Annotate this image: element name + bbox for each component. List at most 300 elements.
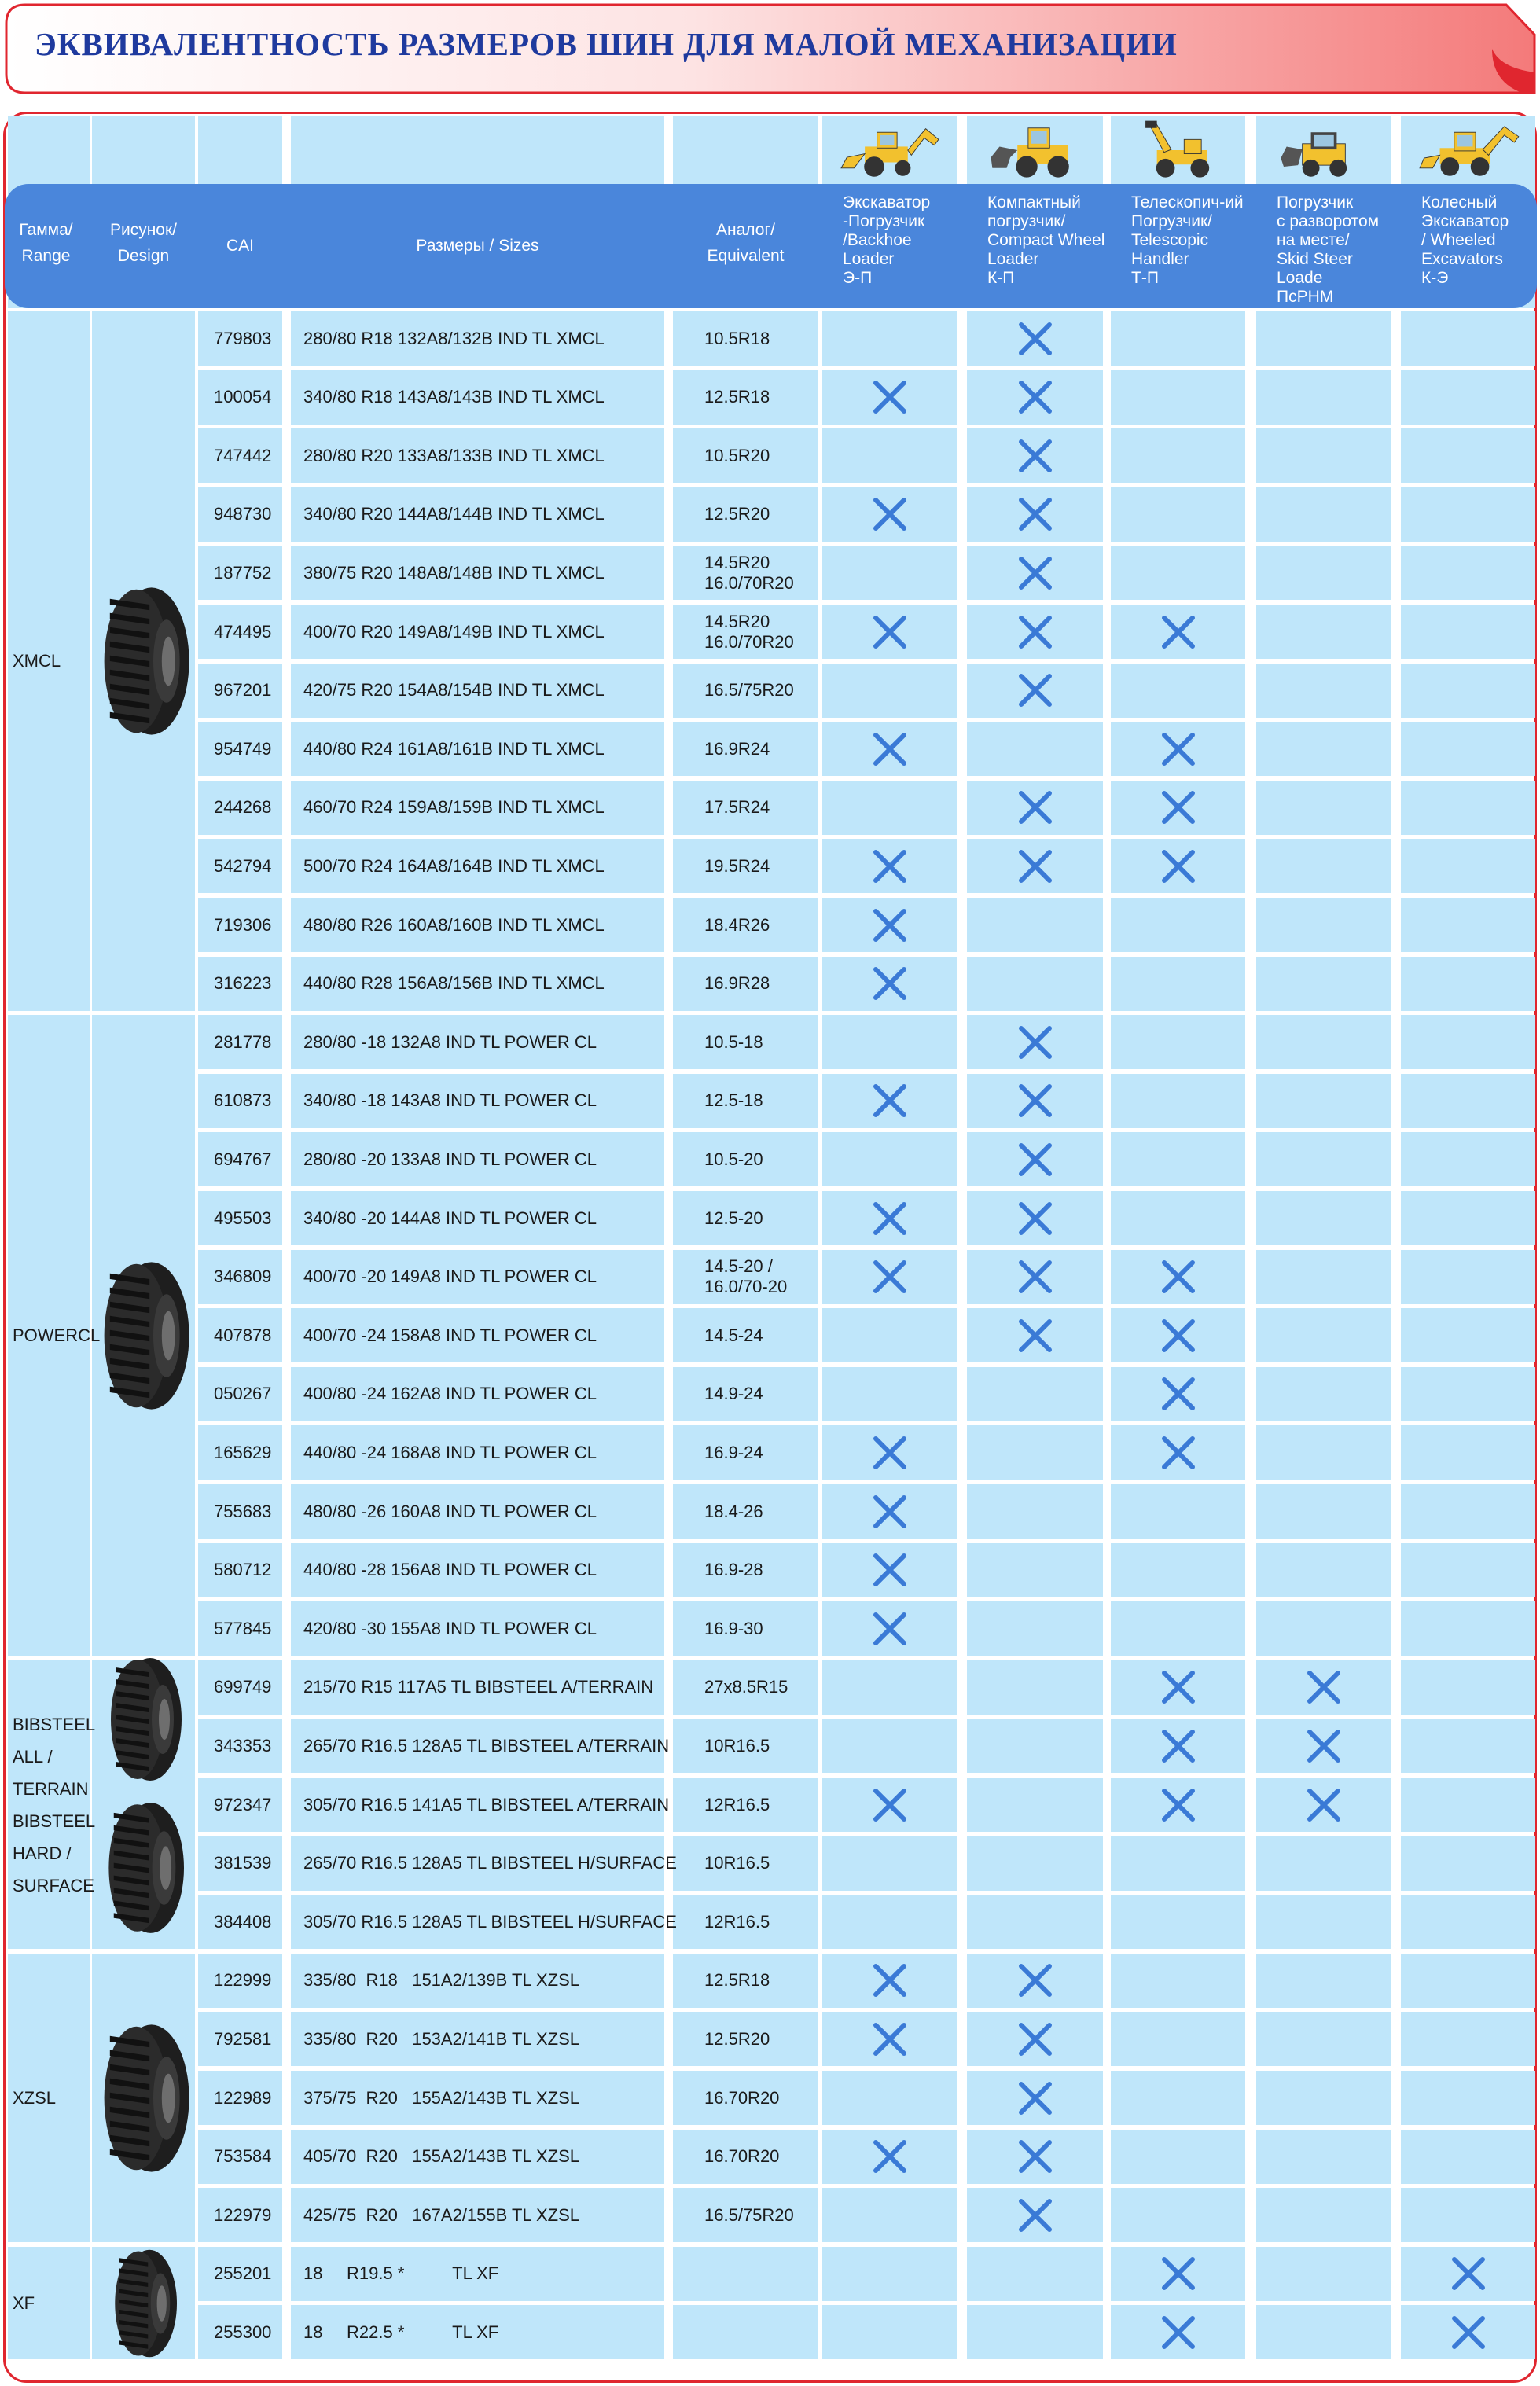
check-x-icon <box>1015 377 1056 417</box>
table-cell <box>967 1719 1103 1773</box>
table-cell <box>1256 1132 1391 1186</box>
size-cell: 265/70 R16.5 128A5 TL BIBSTEEL H/SURFACE <box>303 1853 677 1873</box>
equivalent-cell: 16.9R24 <box>704 738 770 759</box>
table-cell <box>1256 781 1391 835</box>
table-cell <box>1401 487 1535 542</box>
table-cell <box>1111 428 1245 483</box>
table-cell <box>1401 1719 1535 1773</box>
table-cell <box>822 1719 957 1773</box>
table-cell <box>1111 1484 1245 1539</box>
check-x-icon <box>1158 1373 1199 1414</box>
header-equivalent-line: Аналог/ <box>716 221 775 239</box>
table-cell <box>1401 722 1535 776</box>
header-machine-1 <box>843 193 930 288</box>
check-x-icon <box>1015 318 1056 359</box>
range-label <box>13 2082 56 2114</box>
equivalent-cell: 16.70R20 <box>704 2146 780 2167</box>
cai-cell: 753584 <box>214 2146 272 2167</box>
size-cell: 18 R19.5 * TL XF <box>303 2263 499 2284</box>
check-x-icon <box>1015 2136 1056 2177</box>
table-cell <box>822 664 957 718</box>
cai-cell: 187752 <box>214 562 272 583</box>
table-cell <box>1256 957 1391 1011</box>
table-cell <box>1256 2247 1391 2301</box>
equivalent-cell: 14.5R20 <box>704 611 770 631</box>
cai-cell: 542794 <box>214 855 272 876</box>
check-x-icon <box>1015 1022 1056 1063</box>
check-x-icon <box>869 905 910 946</box>
header-machine-line: Skid Steer <box>1277 250 1353 268</box>
table-cell <box>822 2305 957 2359</box>
table-cell <box>1401 1601 1535 1656</box>
check-x-icon <box>869 2136 910 2177</box>
equivalent-cell: 12R16.5 <box>704 1911 770 1932</box>
powercl-tire-image <box>97 1245 191 1426</box>
table-cell <box>1111 2188 1245 2242</box>
table-cell <box>1401 605 1535 659</box>
check-x-icon <box>1158 846 1199 887</box>
table-cell <box>1256 1308 1391 1362</box>
table-cell <box>822 1308 957 1362</box>
table-cell <box>967 1484 1103 1539</box>
equivalent-cell: 16.70R20 <box>704 2087 780 2108</box>
table-cell <box>1401 1250 1535 1304</box>
equivalent-cell: 12.5-20 <box>704 1208 763 1228</box>
table-cell <box>967 898 1103 952</box>
header-machine-3 <box>1131 193 1244 288</box>
check-x-icon <box>1158 1432 1199 1473</box>
check-x-icon <box>1303 1667 1344 1708</box>
range-label-line: BIBSTEEL <box>13 1714 96 1734</box>
range-label-line: BIBSTEEL <box>13 1811 96 1831</box>
table-cell <box>1401 2012 1535 2066</box>
table-cell <box>1401 2071 1535 2125</box>
size-cell: 340/80 R20 144A8/144B IND TL XMCL <box>303 504 605 524</box>
size-cell: 280/80 R18 132A8/132B IND TL XMCL <box>303 328 605 348</box>
header-machine-line: Loader <box>843 250 895 268</box>
table-cell <box>1256 605 1391 659</box>
header-machine-line: /Backhoe <box>843 231 912 249</box>
size-cell: 280/80 -18 132A8 IND TL POWER CL <box>303 1031 597 1052</box>
cai-cell: 381539 <box>214 1853 272 1873</box>
cai-cell: 281778 <box>214 1031 272 1052</box>
equivalent-cell: 16.9R28 <box>704 973 770 994</box>
check-x-icon <box>1158 2253 1199 2294</box>
table-cell <box>967 1425 1103 1480</box>
header-machine-2 <box>987 193 1104 288</box>
table-cell <box>1401 1954 1535 2008</box>
cai-cell: 407878 <box>214 1325 272 1345</box>
check-x-icon <box>1158 1256 1199 1297</box>
header-range-line: Гамма/ <box>19 221 73 239</box>
table-cell <box>1401 1543 1535 1597</box>
table-cell <box>967 1543 1103 1597</box>
equivalent-cell: 16.0/70-20 <box>704 1277 788 1297</box>
equivalent-cell: 16.9-24 <box>704 1442 763 1462</box>
size-cell: 440/80 R28 156A8/156B IND TL XMCL <box>303 973 605 994</box>
table-cell <box>822 1660 957 1715</box>
header-machine-line: с разворотом <box>1277 212 1380 230</box>
check-x-icon <box>1303 1785 1344 1825</box>
check-x-icon <box>869 612 910 653</box>
table-cell <box>1256 311 1391 366</box>
header-machine-4 <box>1277 193 1379 307</box>
table-cell <box>1256 839 1391 893</box>
table-cell <box>1256 2012 1391 2066</box>
check-x-icon <box>1015 846 1056 887</box>
range-label <box>13 1319 100 1351</box>
size-cell: 400/70 R20 149A8/149B IND TL XMCL <box>303 621 605 642</box>
equivalent-cell: 10R16.5 <box>704 1735 770 1755</box>
header-machine-line: Компактный <box>987 193 1081 211</box>
table-cell <box>1256 1074 1391 1128</box>
header-machine-line: Телескопич-ий <box>1131 193 1244 211</box>
equivalent-cell: 16.5/75R20 <box>704 680 794 700</box>
table-cell <box>1111 1191 1245 1245</box>
check-x-icon <box>1158 1315 1199 1356</box>
check-x-icon <box>1158 1785 1199 1825</box>
check-x-icon <box>869 1960 910 2001</box>
cai-cell: 316223 <box>214 973 272 994</box>
check-x-icon <box>869 1080 910 1121</box>
size-cell: 280/80 R20 133A8/133B IND TL XMCL <box>303 445 605 465</box>
cai-cell: 755683 <box>214 1501 272 1521</box>
size-cell: 480/80 -26 160A8 IND TL POWER CL <box>303 1501 597 1521</box>
equivalent-cell: 10.5-18 <box>704 1031 763 1052</box>
table-cell <box>967 2247 1103 2301</box>
header-machine-line: Loader <box>987 250 1039 268</box>
check-x-icon <box>1015 787 1056 828</box>
range-label-line: SURFACE <box>13 1875 94 1895</box>
header-equivalent-line: Equivalent <box>707 247 785 265</box>
table-cell <box>967 2305 1103 2359</box>
cai-cell: 779803 <box>214 328 272 348</box>
size-cell: 340/80 R18 143A8/143B IND TL XMCL <box>303 387 605 407</box>
equivalent-cell: 12.5R18 <box>704 1970 770 1991</box>
cai-cell: 694767 <box>214 1149 272 1169</box>
size-cell: 305/70 R16.5 128A5 TL BIBSTEEL H/SURFACE <box>303 1911 677 1932</box>
table-cell <box>1256 1250 1391 1304</box>
table-cell <box>1401 311 1535 366</box>
check-x-icon <box>869 2019 910 2060</box>
table-cell <box>1401 2188 1535 2242</box>
table-cell <box>822 781 957 835</box>
cai-cell: 122989 <box>214 2087 272 2108</box>
check-x-icon <box>1015 2195 1056 2236</box>
header-machine-line: Колесный <box>1421 193 1498 211</box>
table-cell <box>1256 1836 1391 1891</box>
check-x-icon <box>1015 1198 1056 1239</box>
cai-cell: 495503 <box>214 1208 272 1228</box>
table-cell <box>1256 1191 1391 1245</box>
check-x-icon <box>869 729 910 770</box>
table-cell <box>1111 1015 1245 1069</box>
table-cell <box>1111 898 1245 952</box>
cai-cell: 122979 <box>214 2204 272 2225</box>
header-range <box>0 217 92 269</box>
table-cell <box>822 1367 957 1421</box>
cai-cell: 244268 <box>214 797 272 818</box>
size-cell: 335/80 R18 151A2/139B TL XZSL <box>303 1970 580 1991</box>
table-cell <box>1401 428 1535 483</box>
header-machine-5 <box>1421 193 1509 288</box>
header-machine-line: Telescopic <box>1131 231 1209 249</box>
size-cell: 460/70 R24 159A8/159B IND TL XMCL <box>303 797 605 818</box>
table-cell <box>1401 1132 1535 1186</box>
header-machine-line: ПсРНМ <box>1277 288 1334 306</box>
xmcl-tire-image <box>97 571 191 752</box>
table-cell <box>1111 1836 1245 1891</box>
wheeled-excavator-icon <box>1410 118 1527 182</box>
check-x-icon <box>869 846 910 887</box>
cai-cell: 343353 <box>214 1735 272 1755</box>
table-cell <box>967 957 1103 1011</box>
header-design-line: Design <box>117 247 170 265</box>
size-cell: 340/80 -18 143A8 IND TL POWER CL <box>303 1090 597 1111</box>
table-cell <box>1256 1895 1391 1949</box>
check-x-icon <box>1015 1960 1056 2001</box>
equivalent-cell: 10.5R20 <box>704 445 770 465</box>
equivalent-cell: 10.5-20 <box>704 1149 763 1169</box>
cai-cell: 972347 <box>214 1794 272 1814</box>
check-x-icon <box>1015 1139 1056 1180</box>
telescopic-handler-icon <box>1119 118 1237 182</box>
table-cell <box>822 428 957 483</box>
check-x-icon <box>1015 1256 1056 1297</box>
table-cell <box>1256 546 1391 600</box>
check-x-icon <box>869 377 910 417</box>
cai-cell: 384408 <box>214 1911 272 1932</box>
table-cell <box>1256 1015 1391 1069</box>
size-cell: 420/75 R20 154A8/154B IND TL XMCL <box>303 680 605 700</box>
header-machine-line: Loade <box>1277 269 1323 287</box>
header-machine-line: К-Э <box>1421 269 1449 287</box>
header-machine-line: К-П <box>987 269 1015 287</box>
cai-cell: 165629 <box>214 1442 272 1462</box>
table-cell <box>1256 428 1391 483</box>
table-cell <box>1401 1191 1535 1245</box>
table-cell <box>1111 370 1245 425</box>
table-cell <box>1401 1074 1535 1128</box>
table-cell <box>822 1015 957 1069</box>
range-label <box>13 2287 35 2319</box>
range-label-line: XMCL <box>13 651 61 671</box>
check-x-icon <box>1015 1080 1056 1121</box>
table-cell <box>822 546 957 600</box>
table-cell <box>1111 2130 1245 2184</box>
table-cell <box>967 1660 1103 1715</box>
cai-cell: 967201 <box>214 680 272 700</box>
table-cell <box>822 1132 957 1186</box>
wheel-loader-icon <box>976 118 1094 182</box>
table-cell <box>1256 370 1391 425</box>
table-cell <box>1401 546 1535 600</box>
table-cell <box>967 1895 1103 1949</box>
check-x-icon <box>1015 670 1056 711</box>
header-machine-line: Э-П <box>843 269 873 287</box>
size-cell: 400/70 -24 158A8 IND TL POWER CL <box>303 1325 597 1345</box>
table-cell <box>673 2305 818 2359</box>
cai-cell: 792581 <box>214 2028 272 2049</box>
range-label <box>13 645 61 677</box>
equivalent-cell: 10R16.5 <box>704 1853 770 1873</box>
size-cell: 480/80 R26 160A8/160B IND TL XMCL <box>303 914 605 935</box>
equivalent-cell: 12.5R18 <box>704 387 770 407</box>
equivalent-cell: 19.5R24 <box>704 855 770 876</box>
cai-cell: 948730 <box>214 504 272 524</box>
check-x-icon <box>869 963 910 1004</box>
table-cell <box>1111 957 1245 1011</box>
header-machine-line: / Wheeled <box>1421 231 1496 249</box>
check-x-icon <box>869 1432 910 1473</box>
cai-cell: 474495 <box>214 621 272 642</box>
table-cell <box>1111 1132 1245 1186</box>
range-label <box>13 1708 95 1902</box>
cai-cell: 255201 <box>214 2263 272 2284</box>
table-cell <box>1111 1601 1245 1656</box>
size-cell: 375/75 R20 155A2/143B TL XZSL <box>303 2087 580 2108</box>
table-cell <box>1401 1425 1535 1480</box>
table-cell <box>1256 1601 1391 1656</box>
header-machine-line: Т-П <box>1131 269 1159 287</box>
header-range-line: Range <box>21 247 71 265</box>
cai-cell: 719306 <box>214 914 272 935</box>
table-cell <box>1256 1543 1391 1597</box>
table-cell <box>967 1367 1103 1421</box>
equivalent-cell: 12.5R20 <box>704 504 770 524</box>
table-cell <box>822 2071 957 2125</box>
check-x-icon <box>869 1785 910 1825</box>
cai-cell: 346809 <box>214 1267 272 1287</box>
check-x-icon <box>1158 612 1199 653</box>
cai-cell: 255300 <box>214 2322 272 2342</box>
xf-tire-image <box>105 2248 183 2358</box>
size-cell: 305/70 R16.5 141A5 TL BIBSTEEL A/TERRAIN <box>303 1794 670 1814</box>
check-x-icon <box>1015 494 1056 535</box>
size-cell: 440/80 -28 156A8 IND TL POWER CL <box>303 1560 597 1580</box>
backhoe-loader-icon <box>831 118 949 182</box>
bibsteel-hard-surface-tire-image <box>97 1801 191 1935</box>
equivalent-cell: 16.9-28 <box>704 1560 763 1580</box>
table-cell <box>822 1895 957 1949</box>
range-label-line: XF <box>13 2293 35 2314</box>
check-x-icon <box>1015 2019 1056 2060</box>
size-cell: 18 R22.5 * TL XF <box>303 2322 499 2342</box>
range-label-line: TERRAIN <box>13 1778 89 1799</box>
equivalent-cell: 12R16.5 <box>704 1794 770 1814</box>
check-x-icon <box>1158 787 1199 828</box>
header-machine-line: Excavators <box>1421 250 1503 268</box>
skid-steer-loader-icon <box>1265 118 1383 182</box>
check-x-icon <box>1015 1315 1056 1356</box>
table-cell <box>1256 2130 1391 2184</box>
size-cell: 340/80 -20 144A8 IND TL POWER CL <box>303 1208 597 1228</box>
table-cell <box>1401 370 1535 425</box>
cai-cell: 954749 <box>214 738 272 759</box>
table-cell <box>1401 1308 1535 1362</box>
cai-cell: 610873 <box>214 1090 272 1111</box>
table-cell <box>822 311 957 366</box>
table-cell <box>822 2188 957 2242</box>
table-cell <box>1256 722 1391 776</box>
table-cell <box>1401 781 1535 835</box>
table-cell <box>1256 1954 1391 2008</box>
cai-cell: 580712 <box>214 1560 272 1580</box>
header-machine-line: погрузчик/ <box>987 212 1066 230</box>
table-cell <box>967 1836 1103 1891</box>
size-cell: 440/80 -24 168A8 IND TL POWER CL <box>303 1442 597 1462</box>
cai-cell: 747442 <box>214 445 272 465</box>
table-cell <box>1256 2071 1391 2125</box>
table-cell <box>967 722 1103 776</box>
size-cell: 440/80 R24 161A8/161B IND TL XMCL <box>303 738 605 759</box>
equivalent-cell: 16.9-30 <box>704 1618 763 1638</box>
table-cell <box>1256 2305 1391 2359</box>
page-title: ЭКВИВАЛЕНТНОСТЬ РАЗМЕРОВ ШИН ДЛЯ МАЛОЙ МЕХАНИЗАЦИИ <box>35 26 1178 62</box>
table-cell <box>1256 2188 1391 2242</box>
table-cell <box>1401 1895 1535 1949</box>
cai-cell: 100054 <box>214 387 272 407</box>
table-cell <box>1256 664 1391 718</box>
check-x-icon <box>869 1256 910 1297</box>
header-machine-line: на месте/ <box>1277 231 1350 249</box>
table-cell <box>1256 1484 1391 1539</box>
table-cell <box>1111 311 1245 366</box>
size-cell: 400/80 -24 162A8 IND TL POWER CL <box>303 1384 597 1404</box>
equivalent-cell: 14.5-20 / <box>704 1256 773 1277</box>
table-cell <box>1401 1836 1535 1891</box>
table-cell <box>1401 1660 1535 1715</box>
size-cell: 280/80 -20 133A8 IND TL POWER CL <box>303 1149 597 1169</box>
table-cell <box>822 1836 957 1891</box>
table-cell <box>1401 839 1535 893</box>
header-machine-line: Handler <box>1131 250 1189 268</box>
header-machine-line: Погрузчик/ <box>1131 212 1213 230</box>
header-sizes-line: Размеры / Sizes <box>416 237 539 255</box>
table-cell <box>1111 1895 1245 1949</box>
equivalent-cell: 18.4-26 <box>704 1501 763 1521</box>
check-x-icon <box>869 1608 910 1649</box>
check-x-icon <box>869 1198 910 1239</box>
equivalent-cell: 10.5R18 <box>704 328 770 348</box>
table-cell <box>1111 2071 1245 2125</box>
range-label-line: ALL / <box>13 1746 53 1767</box>
table-cell <box>822 2247 957 2301</box>
table-cell <box>1111 664 1245 718</box>
table-cell <box>1401 1484 1535 1539</box>
table-cell <box>1401 2130 1535 2184</box>
table-cell <box>1111 1543 1245 1597</box>
check-x-icon <box>1448 2312 1489 2353</box>
size-cell: 380/75 R20 148A8/148B IND TL XMCL <box>303 562 605 583</box>
table-cell <box>1401 664 1535 718</box>
equivalent-cell: 12.5R20 <box>704 2028 770 2049</box>
size-cell: 400/70 -20 149A8 IND TL POWER CL <box>303 1267 597 1287</box>
size-cell: 420/80 -30 155A8 IND TL POWER CL <box>303 1618 597 1638</box>
equivalent-cell: 14.5R20 <box>704 552 770 572</box>
table-cell <box>1111 1954 1245 2008</box>
size-cell: 500/70 R24 164A8/164B IND TL XMCL <box>303 855 605 876</box>
range-label-line: XZSL <box>13 2088 57 2108</box>
table-cell <box>1401 1015 1535 1069</box>
header-design <box>92 217 195 269</box>
equivalent-cell: 16.0/70R20 <box>704 631 794 652</box>
header-machine-line: Погрузчик <box>1277 193 1354 211</box>
check-x-icon <box>1015 553 1056 594</box>
table-cell <box>1401 898 1535 952</box>
check-x-icon <box>1015 436 1056 476</box>
equivalent-cell: 14.5-24 <box>704 1325 763 1345</box>
